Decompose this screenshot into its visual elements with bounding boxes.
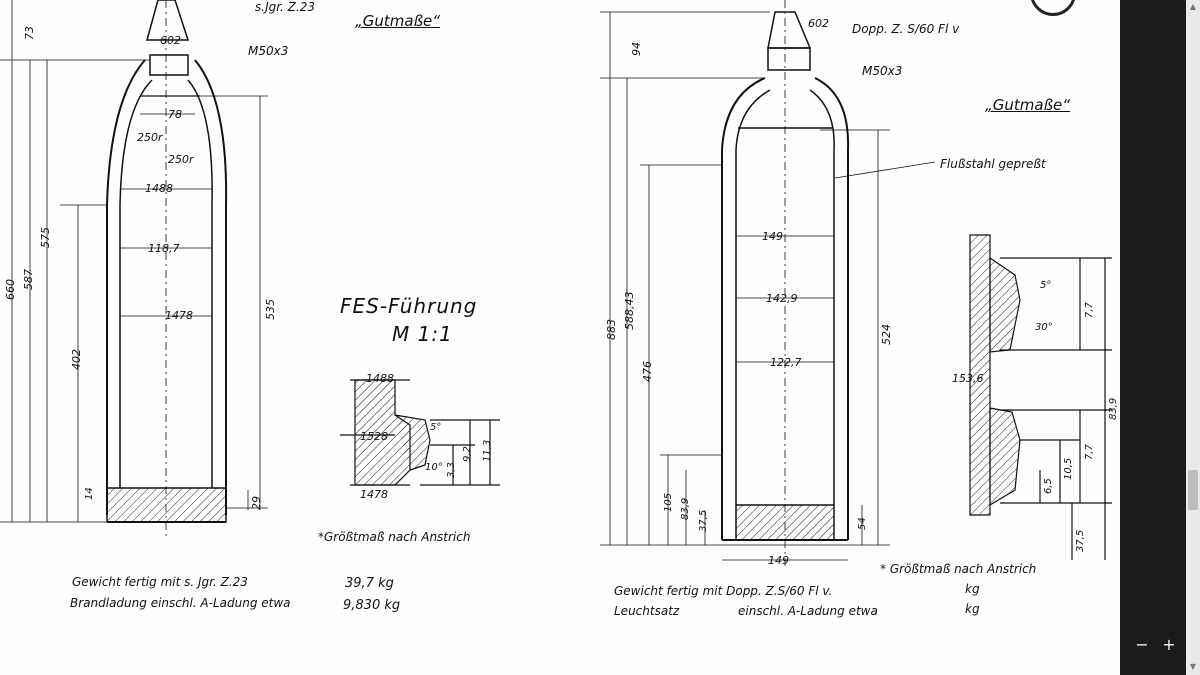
left-weight-value: 39,7 kg bbox=[345, 576, 394, 591]
right-dim-105: 105 bbox=[663, 492, 674, 512]
band-dim-375: 37,5 bbox=[1075, 529, 1086, 552]
right-dim-1429: 142,9 bbox=[766, 292, 798, 305]
left-dim-250r-a: 250r bbox=[137, 131, 163, 144]
band-angle-30: 30° bbox=[1035, 322, 1053, 333]
right-dim-58843: 588,43 bbox=[623, 291, 636, 330]
right-dim-94: 94 bbox=[630, 42, 643, 56]
right-dim-54: 54 bbox=[857, 517, 868, 530]
fes-dim-1478: 1478 bbox=[360, 488, 388, 501]
scroll-down-arrow-icon[interactable]: ▼ bbox=[1189, 662, 1197, 671]
zoom-out-button[interactable]: − bbox=[1135, 635, 1149, 654]
band-dim-65: 6,5 bbox=[1043, 478, 1054, 494]
left-dim-250r-b: 250r bbox=[168, 153, 194, 166]
band-dim-1536: 153,6 bbox=[952, 372, 984, 385]
right-dim-476: 476 bbox=[641, 361, 654, 382]
scrollbar-thumb[interactable] bbox=[1188, 470, 1198, 510]
left-charge-value: 9,830 kg bbox=[343, 598, 401, 613]
left-gutmasse-title: „Gutmaße“ bbox=[355, 12, 441, 30]
scroll-up-arrow-icon[interactable]: ▲ bbox=[1189, 2, 1197, 11]
left-shell bbox=[107, 0, 226, 540]
band-angle-5: 5° bbox=[1040, 280, 1052, 291]
right-dim-1496: 149 bbox=[762, 230, 783, 243]
left-dim-1488: 1488 bbox=[145, 182, 173, 195]
band-dim-77: 7,7 bbox=[1084, 302, 1095, 318]
fes-dim-33: 3,3 bbox=[446, 462, 457, 478]
right-dim-839: 83,9 bbox=[680, 497, 691, 520]
right-fuze-label: Dopp. Z. S/60 Fl v bbox=[852, 22, 960, 36]
left-dim-78: 78 bbox=[168, 108, 182, 121]
left-dim-660: 660 bbox=[4, 279, 17, 300]
right-dim-1227: 122,7 bbox=[770, 356, 802, 369]
zoom-in-button[interactable]: + bbox=[1162, 635, 1176, 654]
right-shell bbox=[722, 0, 848, 570]
fes-dim-1528: 1528 bbox=[360, 430, 388, 443]
fes-dim-1488: 1488 bbox=[366, 372, 394, 385]
left-dim-29: 29 bbox=[250, 496, 263, 510]
right-footnote: * Größtmaß nach Anstrich bbox=[880, 562, 1037, 576]
right-dim-149b: 149 bbox=[768, 554, 789, 567]
fes-footnote: *Größtmaß nach Anstrich bbox=[318, 530, 471, 544]
left-dim-1187: 118,7 bbox=[148, 242, 180, 255]
left-fuze-label: s.Jgr. Z.23 bbox=[255, 0, 315, 14]
left-dimension-lines bbox=[0, 0, 268, 522]
band-dim-105: 10,5 bbox=[1063, 457, 1074, 480]
right-dim-883: 883 bbox=[605, 319, 618, 340]
fes-title: FES-Führung bbox=[340, 294, 478, 318]
left-dim-1478: 1478 bbox=[165, 309, 193, 322]
left-dim-402: 402 bbox=[70, 349, 83, 370]
left-charge-line: Brandladung einschl. A-Ladung etwa bbox=[70, 596, 291, 610]
left-dim-535: 535 bbox=[264, 299, 277, 320]
band-dim-839: 83,9 bbox=[1108, 397, 1119, 420]
fes-dim-113: 11,3 bbox=[482, 439, 493, 462]
left-weight-line: Gewicht fertig mit s. Jgr. Z.23 bbox=[72, 575, 248, 589]
right-gutmasse-title: „Gutmaße“ bbox=[985, 96, 1071, 114]
right-material-label: Flußstahl gepreßt bbox=[940, 157, 1046, 171]
fes-scale: M 1:1 bbox=[392, 322, 453, 346]
fes-angle-a: 5° bbox=[430, 422, 442, 433]
right-dim-375: 37,5 bbox=[698, 509, 709, 532]
right-fuze-diameter: 602 bbox=[808, 17, 829, 30]
right-charge-line-b: einschl. A-Ladung etwa bbox=[738, 604, 878, 618]
vertical-scrollbar[interactable] bbox=[1186, 0, 1200, 675]
band-dim-77b: 7,7 bbox=[1084, 444, 1095, 460]
left-dim-14: 14 bbox=[84, 487, 95, 500]
left-dim-575: 575 bbox=[39, 227, 52, 248]
fes-dim-92: 9,2 bbox=[462, 446, 473, 462]
left-dim-73: 73 bbox=[23, 26, 36, 40]
right-charge-line-a: Leuchtsatz bbox=[614, 604, 680, 618]
right-thread-label: M50x3 bbox=[862, 64, 903, 78]
fes-angle-b: 10° bbox=[425, 462, 443, 473]
left-dim-587: 587 bbox=[22, 269, 35, 290]
right-weight-line: Gewicht fertig mit Dopp. Z.S/60 Fl v. bbox=[614, 584, 833, 598]
right-dim-524: 524 bbox=[880, 324, 893, 345]
left-fuze-diameter: 602 bbox=[160, 34, 181, 47]
left-thread-label: M50x3 bbox=[248, 44, 289, 58]
right-charge-unit: kg bbox=[965, 602, 980, 616]
right-weight-unit: kg bbox=[965, 582, 980, 596]
